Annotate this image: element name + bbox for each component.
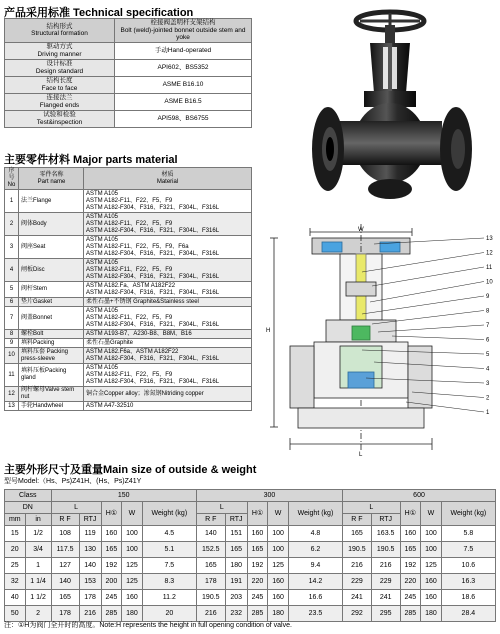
size-cell: 7.5 — [441, 542, 495, 558]
size-cell: 100 — [421, 526, 442, 542]
size-cell: 153 — [79, 574, 101, 590]
callout-number: 6 — [486, 337, 490, 344]
callout-number: 10 — [486, 279, 493, 286]
part-material: ASTM A105 ASTM A182-F11、F22、F5、F9 ASTM A182-F304、F316、F321、F304L、F316L — [84, 364, 252, 387]
part-number: 7 — [5, 307, 19, 330]
size-cell: 50 — [5, 606, 26, 622]
size-cell: 191 — [225, 574, 247, 590]
spec-row — [5, 93, 252, 110]
size-cell: 119 — [79, 526, 101, 542]
size-cell: 108 — [51, 526, 79, 542]
spec-header-row — [5, 19, 252, 43]
callout-leader — [372, 311, 484, 325]
size-cell: 190.5 — [371, 542, 400, 558]
rf-label: R F — [343, 514, 372, 526]
size-cell: 285 — [247, 606, 268, 622]
weight-label: Weight (kg) — [441, 502, 495, 526]
part-name: 螺栓Bolt — [19, 330, 84, 339]
rtj-label: RTJ — [79, 514, 101, 526]
callout-leader — [392, 336, 484, 340]
parts-row — [5, 298, 252, 307]
part-material: 柔性石墨+不锈钢 Graphite&Stainless steel — [84, 298, 252, 307]
size-cell: 100 — [268, 526, 289, 542]
size-cell: 10.6 — [441, 558, 495, 574]
model-line: 型号Model:（Hs、Ps)Z41H、(Hs、Ps)Z41Y — [4, 478, 142, 485]
size-cell: 5.8 — [441, 526, 495, 542]
size-cell: 2 — [25, 606, 51, 622]
size-cell: 11.2 — [142, 590, 196, 606]
spec-row — [5, 59, 252, 76]
part-name: 阀杆螺母Valve stem nut — [19, 387, 84, 402]
part-name: 填料压套 Packing press-sleeve — [19, 348, 84, 364]
size-cell: 192 — [400, 558, 421, 574]
part-material: ASTM A105 ASTM A182-F11、F22、F5、F9 ASTM A182-F304、F316、F321、F304L、F316L — [84, 213, 252, 236]
part-material: ASTM A193-B7、A230-B8、B8M、B16 — [84, 330, 252, 339]
size-cell: 216 — [371, 558, 400, 574]
size-cell: 23.5 — [288, 606, 342, 622]
size-cell: 28.4 — [441, 606, 495, 622]
size-cell: 140 — [79, 558, 101, 574]
spec-table — [4, 18, 252, 128]
part-name: 闸板Disc — [19, 259, 84, 282]
spec-label: 设计标准 Design standard — [5, 59, 115, 76]
size-cell: 151 — [225, 526, 247, 542]
size-cell: 180 — [225, 558, 247, 574]
size-cell: 130 — [79, 542, 101, 558]
size-cell: 100 — [122, 526, 143, 542]
size-cell: 295 — [371, 606, 400, 622]
sizes-section-title: 主要外形尺寸及重量Main size of outside & weight — [4, 464, 257, 476]
part-number: 10 — [5, 348, 19, 364]
size-cell: 14.2 — [288, 574, 342, 590]
size-cell: 32 — [5, 574, 26, 590]
size-cell: 160 — [268, 590, 289, 606]
part-material: ASTM A105 ASTM A182-F11、F22、F5、F9 ASTM A182-F304、F316、F321、F304L、F316L — [84, 259, 252, 282]
part-number: 4 — [5, 259, 19, 282]
class-value: 150 — [51, 490, 196, 502]
size-cell: 25 — [5, 558, 26, 574]
part-number: 12 — [5, 387, 19, 402]
size-cell: 140 — [51, 574, 79, 590]
size-cell: 125 — [268, 558, 289, 574]
callout-number: 2 — [486, 395, 490, 402]
part-name: 法兰Flange — [19, 190, 84, 213]
rtj-label: RTJ — [371, 514, 400, 526]
part-name: 阀座Seat — [19, 236, 84, 259]
size-cell: 229 — [343, 574, 372, 590]
w-label: W — [421, 502, 442, 526]
part-name: 填料压板Packing gland — [19, 364, 84, 387]
callout-number: 1 — [486, 410, 490, 416]
sizes-table — [4, 489, 496, 622]
part-material: ASTM A47-32510 — [84, 402, 252, 411]
sizes-row — [5, 542, 496, 558]
size-cell: 180 — [122, 606, 143, 622]
size-cell: 5.1 — [142, 542, 196, 558]
size-cell: 140 — [196, 526, 225, 542]
part-name: 垫片Gasket — [19, 298, 84, 307]
part-number: 2 — [5, 213, 19, 236]
l-label: L — [51, 502, 101, 514]
spec-value: API602、BS5352 — [115, 59, 252, 76]
spec-value: ASME B16.5 — [115, 93, 252, 110]
size-cell: 160 — [400, 526, 421, 542]
size-cell: 18.6 — [441, 590, 495, 606]
size-cell: 203 — [225, 590, 247, 606]
part-material: ASTM A182.Fa、ASTM A182F22 ASTM A182-F304、F316、F321、F304L、F316L — [84, 282, 252, 298]
l-label: L — [196, 502, 247, 514]
size-cell: 8.3 — [142, 574, 196, 590]
parts-row — [5, 259, 252, 282]
w-label: W — [268, 502, 289, 526]
class-value: 300 — [196, 490, 342, 502]
size-cell: 4.8 — [288, 526, 342, 542]
size-cell: 192 — [101, 558, 122, 574]
class-label: Class — [5, 490, 52, 502]
spec-row — [5, 110, 252, 127]
callout-number: 7 — [486, 323, 490, 329]
parts-row — [5, 282, 252, 298]
parts-table — [4, 167, 252, 411]
size-cell: 125 — [421, 558, 442, 574]
spec-header-label: 结构形式 Structural formation — [5, 19, 115, 43]
parts-header-name: 零件名称 Part name — [19, 168, 84, 190]
size-cell: 16.3 — [441, 574, 495, 590]
size-cell: 165 — [343, 526, 372, 542]
callout-number: 11 — [486, 265, 493, 271]
spec-label: 连接法兰 Flanged ends — [5, 93, 115, 110]
size-cell: 125 — [122, 574, 143, 590]
part-number: 5 — [5, 282, 19, 298]
size-cell: 180 — [421, 606, 442, 622]
size-cell: 245 — [101, 590, 122, 606]
w-label: W — [122, 502, 143, 526]
parts-row — [5, 402, 252, 411]
part-number: 9 — [5, 339, 19, 348]
callout-leader — [370, 282, 484, 303]
size-cell: 160 — [421, 590, 442, 606]
size-cell: 241 — [343, 590, 372, 606]
drawing-l-label: L — [359, 452, 363, 458]
size-cell: 100 — [268, 542, 289, 558]
size-cell: 100 — [122, 542, 143, 558]
h-label: H① — [247, 502, 268, 526]
part-material: 铜合金Copper alloy；渗氮钢Nitriding copper — [84, 387, 252, 402]
size-cell: 160 — [421, 574, 442, 590]
mm-label: mm — [5, 514, 26, 526]
rf-label: R F — [196, 514, 225, 526]
size-cell: 1 1/2 — [25, 590, 51, 606]
size-cell: 192 — [247, 558, 268, 574]
part-name: 阀体Body — [19, 213, 84, 236]
size-cell: 229 — [371, 574, 400, 590]
part-material: ASTM A105 ASTM A182-F11、F22、F5、F9 ASTM A182-F304、F316、F321、F304L、F316L — [84, 307, 252, 330]
size-cell: 1 — [25, 558, 51, 574]
size-cell: 165 — [51, 590, 79, 606]
part-number: 1 — [5, 190, 19, 213]
parts-row — [5, 213, 252, 236]
h-label: H① — [101, 502, 122, 526]
sizes-row — [5, 558, 496, 574]
size-cell: 6.2 — [288, 542, 342, 558]
part-name: 阀盖Bonnet — [19, 307, 84, 330]
part-number: 6 — [5, 298, 19, 307]
size-cell: 1 1/4 — [25, 574, 51, 590]
size-cell: 4.5 — [142, 526, 196, 542]
parts-header-material: 材质 Material — [84, 168, 252, 190]
callout-number: 9 — [486, 294, 490, 300]
parts-row — [5, 348, 252, 364]
size-cell: 152.5 — [196, 542, 225, 558]
l-label: L — [343, 502, 401, 514]
sizes-row — [5, 574, 496, 590]
size-cell: 200 — [101, 574, 122, 590]
size-cell: 7.5 — [142, 558, 196, 574]
h-label: H① — [400, 502, 421, 526]
size-cell: 125 — [122, 558, 143, 574]
drawing-w-label: W — [358, 227, 364, 233]
size-cell: 165 — [225, 542, 247, 558]
size-cell: 190.5 — [196, 590, 225, 606]
callout-number: 13 — [486, 236, 493, 242]
parts-header-no: 序号 No — [5, 168, 19, 190]
part-number: 13 — [5, 402, 19, 411]
size-cell: 3/4 — [25, 542, 51, 558]
size-cell: 245 — [247, 590, 268, 606]
parts-row — [5, 307, 252, 330]
footnote: 注：①H为阀门全开时的高度。Note:H represents the height in full opening condition of valve. — [4, 622, 292, 629]
callout-number: 12 — [486, 250, 493, 257]
size-cell: 9.4 — [288, 558, 342, 574]
parts-row — [5, 236, 252, 259]
parts-row — [5, 387, 252, 402]
size-cell: 165 — [247, 542, 268, 558]
sizes-header-row — [5, 490, 496, 502]
parts-row — [5, 330, 252, 339]
spec-header-value: 栓接阀盖明杆支架结构 Bolt (weld)-jointed bonnet outside stem and yoke — [115, 19, 252, 43]
callout-number: 3 — [486, 381, 490, 387]
size-cell: 292 — [343, 606, 372, 622]
weight-label: Weight (kg) — [142, 502, 196, 526]
part-number: 3 — [5, 236, 19, 259]
spec-section-title: 产品采用标准 Technical specification — [4, 7, 194, 19]
size-cell: 180 — [268, 606, 289, 622]
size-cell: 241 — [371, 590, 400, 606]
size-cell: 160 — [247, 526, 268, 542]
weight-label: Weight (kg) — [288, 502, 342, 526]
parts-row — [5, 364, 252, 387]
size-cell: 1/2 — [25, 526, 51, 542]
spec-label: 结构长度 Face to face — [5, 76, 115, 93]
size-cell: 220 — [400, 574, 421, 590]
dn-label: DN — [5, 502, 52, 514]
part-material: ASTM A105 ASTM A182-F11、F22、F5、F9、F6a ASTM A182-F304、F316、F321、F304L、F316L — [84, 236, 252, 259]
rtj-label: RTJ — [225, 514, 247, 526]
spec-row — [5, 76, 252, 93]
sizes-row — [5, 526, 496, 542]
size-cell: 117.5 — [51, 542, 79, 558]
part-material: 柔性石墨Graphite — [84, 339, 252, 348]
size-cell: 160 — [268, 574, 289, 590]
size-cell: 20 — [5, 542, 26, 558]
parts-row — [5, 190, 252, 213]
size-cell: 165 — [196, 558, 225, 574]
callout-number: 5 — [486, 352, 490, 358]
part-name: 填料Packing — [19, 339, 84, 348]
parts-header-row — [5, 168, 252, 190]
part-name: 手轮Handwheel — [19, 402, 84, 411]
size-cell: 15 — [5, 526, 26, 542]
size-cell: 285 — [101, 606, 122, 622]
rf-label: R F — [51, 514, 79, 526]
spec-label: 试验和检验 Test&inspection — [5, 110, 115, 127]
size-cell: 165 — [400, 542, 421, 558]
size-cell: 160 — [122, 590, 143, 606]
valve-photo — [290, 3, 495, 218]
part-number: 11 — [5, 364, 19, 387]
size-cell: 190.5 — [343, 542, 372, 558]
parts-section-title: 主要零件材料 Major parts material — [4, 154, 178, 166]
size-cell: 127 — [51, 558, 79, 574]
spec-value: ASME B16.10 — [115, 76, 252, 93]
size-cell: 216 — [196, 606, 225, 622]
size-cell: 178 — [51, 606, 79, 622]
part-number: 8 — [5, 330, 19, 339]
sizes-row — [5, 590, 496, 606]
spec-value: 手动Hand-operated — [115, 42, 252, 59]
size-cell: 220 — [247, 574, 268, 590]
size-cell: 216 — [79, 606, 101, 622]
size-cell: 232 — [225, 606, 247, 622]
size-cell: 216 — [343, 558, 372, 574]
size-cell: 160 — [101, 526, 122, 542]
callout-number: 4 — [486, 366, 490, 373]
size-cell: 178 — [196, 574, 225, 590]
in-label: in — [25, 514, 51, 526]
size-cell: 100 — [421, 542, 442, 558]
spec-row — [5, 42, 252, 59]
size-cell: 165 — [101, 542, 122, 558]
size-cell: 178 — [79, 590, 101, 606]
callout-number: 8 — [486, 308, 490, 315]
spec-label: 驱动方式 Driving manner — [5, 42, 115, 59]
part-material: ASTM A105 ASTM A182-F11、F22、F5、F9 ASTM A182-F304、F316、F321、F304L、F316L — [84, 190, 252, 213]
parts-row — [5, 339, 252, 348]
size-cell: 16.6 — [288, 590, 342, 606]
class-value: 600 — [343, 490, 496, 502]
part-material: ASTM A182.F6a、ASTM A182F22 ASTM A182-F304、F316、F321、F304L、F316L — [84, 348, 252, 364]
drawing-h-label: H — [266, 328, 271, 334]
callout-leader — [372, 267, 484, 286]
size-cell: 40 — [5, 590, 26, 606]
sizes-header-row — [5, 502, 496, 514]
part-name: 阀杆Stem — [19, 282, 84, 298]
size-cell: 163.5 — [371, 526, 400, 542]
size-cell: 245 — [400, 590, 421, 606]
spec-value: API598、BS6755 — [115, 110, 252, 127]
size-cell: 285 — [400, 606, 421, 622]
valve-section-drawing — [262, 222, 497, 462]
size-cell: 20 — [142, 606, 196, 622]
